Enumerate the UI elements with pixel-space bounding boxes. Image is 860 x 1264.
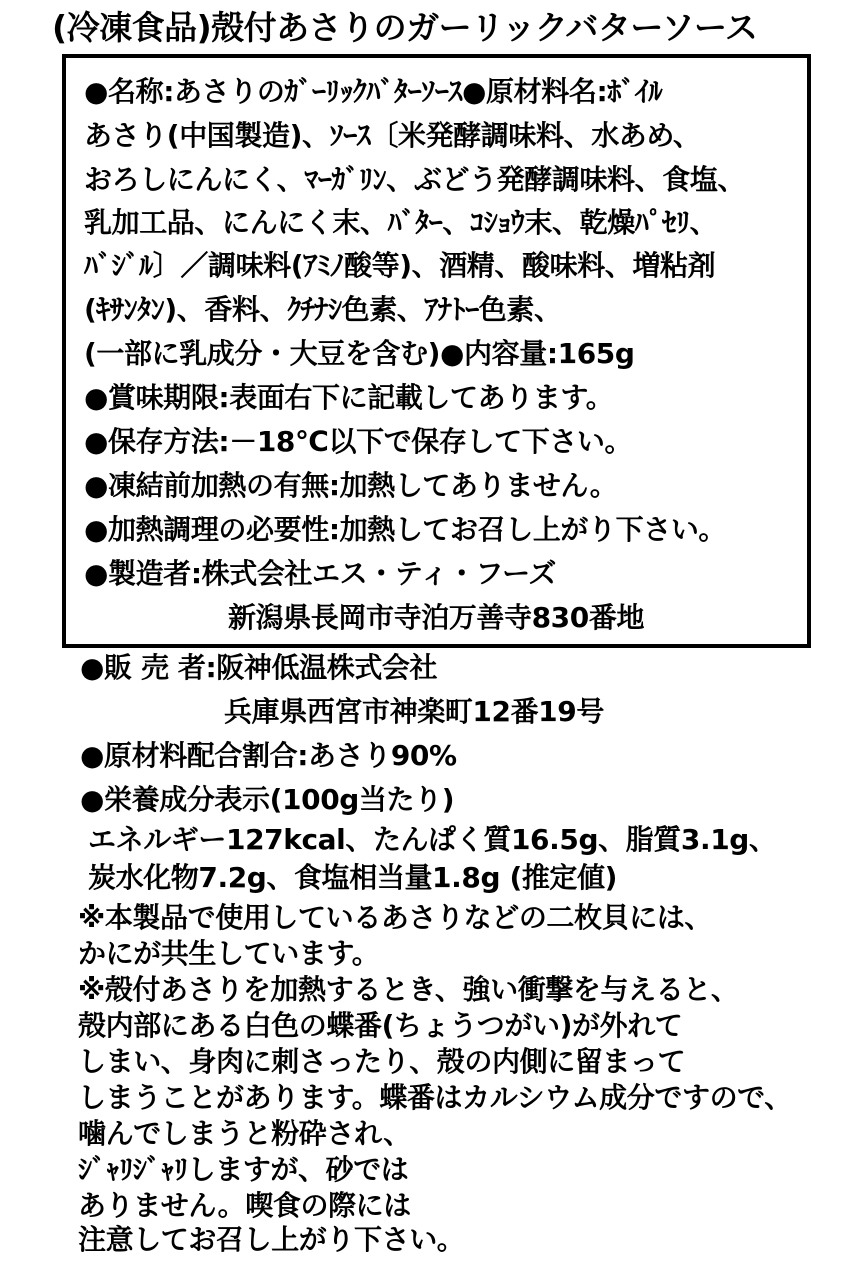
label-line: ●加熱調理の必要性:加熱してお召し上がり下さい。 (84, 513, 727, 546)
note-line: しまうことがあります。蝶番はカルシウム成分ですので、 (78, 1081, 792, 1114)
label-line: あさり(中国製造)、ｿｰｽ〔米発酵調味料、水あめ、 (84, 119, 701, 152)
label-line: おろしにんにく、ﾏｰｶﾞﾘﾝ、ぶどう発酵調味料、食塩、 (84, 163, 746, 196)
label-line: ﾊﾞｼﾞﾙ〕／調味料(ｱﾐﾉ酸等)、酒精、酸味料、増粘剤 (84, 249, 716, 282)
manufacturer-line: ●製造者:株式会社エス・ティ・フーズ (84, 557, 556, 590)
nutrition-heading: ●栄養成分表示(100g当たり) (80, 783, 455, 816)
label-line: ●名称:あさりのｶﾞｰﾘｯｸﾊﾞﾀｰｿｰｽ●原材料名:ﾎﾞｲﾙ (84, 75, 663, 108)
label-line: ●保存方法:－18℃以下で保存して下さい。 (84, 425, 633, 458)
label-line: (ｷｻﾝﾀﾝ)、香料、ｸﾁﾅｼ色素、ｱﾅﾄｰ色素、 (84, 293, 562, 326)
note-line: かにが共生しています。 (78, 937, 380, 970)
seller-line: ●販 売 者:阪神低温株式会社 (80, 651, 438, 684)
label-box (62, 54, 811, 648)
label-line: (一部に乳成分・大豆を含む)●内容量:165g (84, 337, 635, 370)
note-line: 注意してお召し上がり下さい。 (78, 1223, 465, 1256)
ingredient-ratio: ●原材料配合割合:あさり90% (80, 739, 457, 772)
manufacturer-address: 新潟県長岡市寺泊万善寺830番地 (228, 601, 645, 634)
product-title: (冷凍食品)殻付あさりのガーリックバターソース (52, 8, 758, 47)
label-line: ●凍結前加熱の有無:加熱してありません。 (84, 469, 618, 502)
note-line: 噛んでしまうと粉砕され、 (78, 1117, 411, 1150)
note-line: しまい、身肉に刺さったり、殻の内側に留まって (78, 1045, 686, 1078)
note-line: ※殻付あさりを加熱するとき、強い衝撃を与えると、 (78, 973, 739, 1006)
note-line: 殻内部にある白色の蝶番(ちょうつがい)が外れて (78, 1009, 683, 1042)
nutrition-line: エネルギー127kcal、たんぱく質16.5g、脂質3.1g、 (88, 823, 777, 856)
note-line: ｼﾞｬﾘｼﾞｬﾘしますが、砂では (78, 1153, 409, 1186)
note-line: ※本製品で使用しているあさりなどの二枚貝には、 (78, 901, 713, 934)
label-line: 乳加工品、にんにく末、ﾊﾞﾀｰ、ｺｼｮｳ末、乾燥ﾊﾟｾﾘ、 (84, 206, 718, 239)
nutrition-line: 炭水化物7.2g、食塩相当量1.8g (推定値) (88, 861, 618, 894)
label-line: ●賞味期限:表面右下に記載してあります。 (84, 381, 614, 414)
note-line: ありません。喫食の際には (78, 1189, 411, 1222)
seller-address: 兵庫県西宮市神楽町12番19号 (224, 695, 604, 728)
